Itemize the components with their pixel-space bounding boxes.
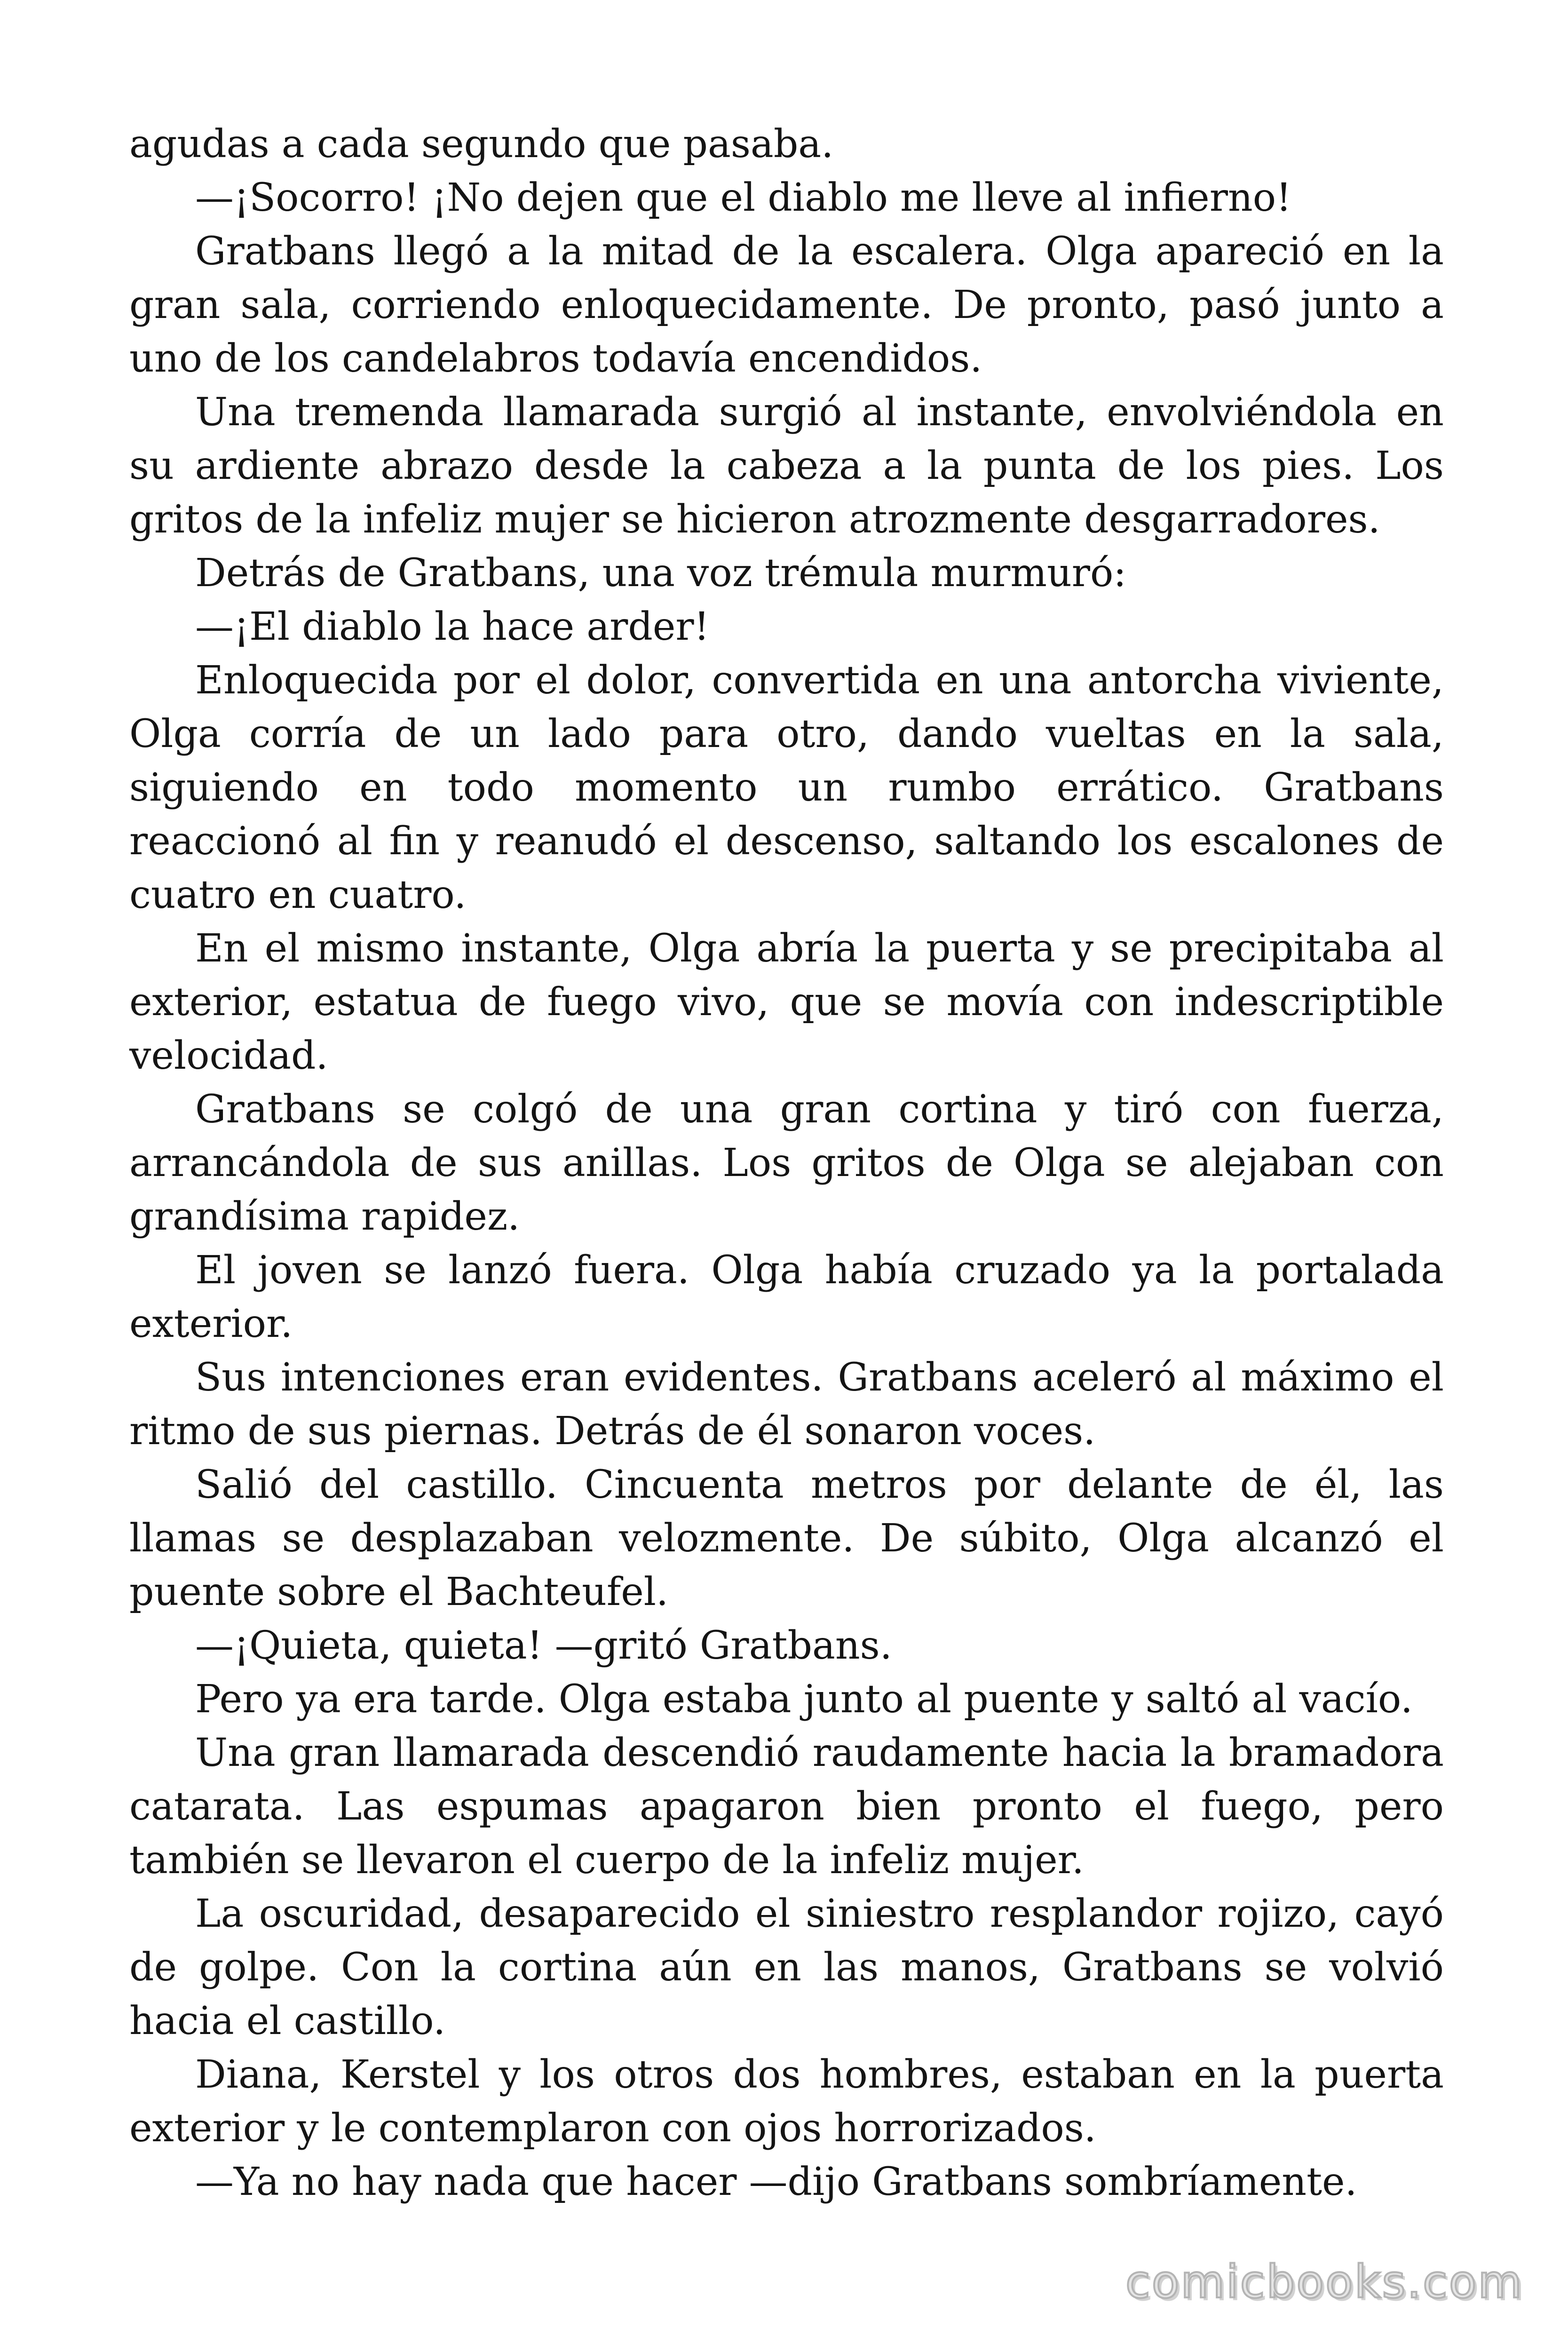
paragraph: La oscuridad, desaparecido el siniestro resplandor rojizo, cayó de golpe. Con la cortina aún en las manos, Gratbans se volvió hacia el castillo.: [129, 1891, 1444, 2043]
paragraph: Diana, Kerstel y los otros dos hombres, estaban en la puerta exterior y le contemplaron con ojos horrorizados.: [129, 2052, 1444, 2151]
paragraph-dialogue: —¡El diablo la hace arder!: [195, 604, 710, 649]
body-text: [129, 118, 1444, 2209]
paragraph: Enloquecida por el dolor, convertida en una antorcha viviente, Olga corría de un lado para otro, dando vueltas en la sala, siguiendo en todo momento un rumbo errático. Gratbans reaccionó al fin y reanudó el descenso, saltando los escalones de cuatro en cuatro.: [129, 658, 1444, 917]
paragraph-dialogue: —¡Quieta, quieta! —gritó Gratbans.: [195, 1623, 892, 1668]
paragraph: Una tremenda llamarada surgió al instante, envolviéndola en su ardiente abrazo desde la cabeza a la punta de los pies. Los gritos de la infeliz mujer se hicieron atrozmente desgarradores.: [129, 390, 1444, 542]
paragraph-dialogue-socorro: —¡Socorro! ¡No dejen que el diablo me lleve al infierno!: [195, 175, 1292, 220]
paragraph-continuation: agudas a cada segundo que pasaba.: [129, 122, 834, 167]
paragraph: Pero ya era tarde. Olga estaba junto al puente y saltó al vacío.: [195, 1677, 1413, 1722]
watermark: comicbooks.com: [1125, 2256, 1523, 2308]
paragraph: En el mismo instante, Olga abría la puerta y se precipitaba al exterior, estatua de fuego vivo, que se movía con indescriptible velocidad.: [129, 926, 1444, 1078]
paragraph-dialogue: —Ya no hay nada que hacer —dijo Gratbans sombríamente.: [195, 2160, 1357, 2204]
paragraph: Sus intenciones eran evidentes. Gratbans aceleró al máximo el ritmo de sus piernas. Detrás de él sonaron voces.: [129, 1355, 1444, 1454]
paragraph: Una gran llamarada descendió raudamente hacia la bramadora catarata. Las espumas apagaron bien pronto el fuego, pero también se llevaron el cuerpo de la infeliz mujer.: [129, 1731, 1444, 1883]
paragraph: El joven se lanzó fuera. Olga había cruzado ya la portalada exterior.: [129, 1248, 1444, 1346]
paragraph: Detrás de Gratbans, una voz trémula murmuró:: [195, 551, 1126, 596]
paragraph: Gratbans se colgó de una gran cortina y tiró con fuerza, arrancándola de sus anillas. Los gritos de Olga se alejaban con grandísima rapidez.: [129, 1087, 1444, 1239]
paragraph: Salió del castillo. Cincuenta metros por delante de él, las llamas se desplazaban velozmente. De súbito, Olga alcanzó el puente sobre el Bachteufel.: [129, 1462, 1444, 1614]
paragraph: Gratbans llegó a la mitad de la escalera. Olga apareció en la gran sala, corriendo enloquecidamente. De pronto, pasó junto a uno de los candelabros todavía encendidos.: [129, 229, 1444, 381]
